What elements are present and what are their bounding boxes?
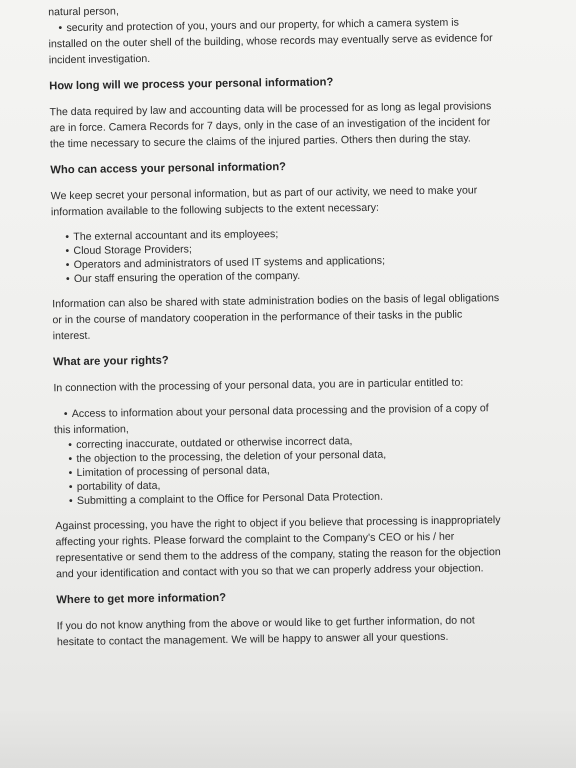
list-item-text: Operators and administrators of used IT systems and applications; [73,254,386,271]
paragraph-line: interest. [52,329,91,343]
bullet-dot: • [68,481,73,494]
list-item-text: Cloud Storage Providers; [73,243,192,257]
paragraph-line: hesitate to contact the management. We will be happy to answer all your questions. [56,630,449,649]
bullet-dot: • [63,408,68,421]
intro-block [48,0,561,68]
bullet-dot: • [65,231,70,244]
bullet-dot: • [65,245,70,258]
intro-line: security and protection of you, yours and our property, for which a camera system is [66,16,459,35]
bullet-dot: • [68,495,73,508]
section-heading: How long will we process your personal information? [49,76,334,93]
recipients-list [51,223,564,286]
paragraph-line: or in the course of mandatory cooperation in the performance of their tasks in the public [52,308,463,327]
section-heading: What are your rights? [52,354,169,369]
list-item-text: Submitting a complaint to the Office for Personal Data Protection. [76,490,384,507]
rights-list [54,431,567,508]
list-item-text: Our staff ensuring the operation of the company. [73,269,301,285]
bullet-dot: • [65,273,70,286]
section-retention [49,71,562,152]
paragraph-line: If you do not know anything from the above or would like to get further information, do not [56,614,475,633]
list-item-text: The external accountant and its employees; [73,228,279,243]
paragraph-line: information available to the following subjects to the extent necessary: [50,201,380,219]
list-item-text: Access to information about your personal data processing and the provision of a copy of [71,402,489,421]
bullet-dot: • [58,22,63,35]
paragraph-line: In connection with the processing of your personal data, you are in particular entitled to: [53,376,464,395]
section-heading: Where to get more information? [56,591,227,607]
intro-line: natural person, [48,5,119,19]
paragraph-line: and your identification and contact with you so that we can properly address your objection. [55,562,484,581]
bullet-dot: • [68,439,73,452]
list-item-text: the objection to the processing, the deletion of your personal data, [76,448,387,465]
bullet-dot: • [68,453,73,466]
paragraph-line: We keep secret your personal information, but as part of our activity, we need to make your [50,184,478,203]
section-rights [53,347,568,582]
section-more-info [56,585,569,650]
list-item-text: correcting inaccurate, outdated or otherwise incorrect data, [76,435,353,451]
paragraph-line: Information can also be shared with state administration bodies on the basis of legal obligations [52,292,500,311]
section-heading: Who can access your personal information? [50,161,287,177]
paragraph-line: The data required by law and accounting data will be processed for as long as legal provisions [49,100,492,119]
list-item-continuation: this information, [53,423,129,437]
paragraph-line: Against processing, you have the right to object if you believe that processing is inappropriately [55,514,501,533]
list-item-text: Limitation of processing of personal data, [76,464,270,479]
bullet-dot: • [68,467,73,480]
paragraph-line: the time necessary to secure the claims of the injured parties. Others then during the stay. [49,132,471,151]
bullet-dot: • [65,259,70,272]
list-item-text: portability of data, [76,479,161,493]
paragraph-line: representative or send them to the address of the company, stating the reason for the objection [55,546,501,565]
section-access [50,155,564,344]
paragraph-line: are in force. Camera Records for 7 days, only in the case of an investigation of the incident for [49,116,491,135]
intro-line: installed on the outer shell of the building, whose records may eventually serve as evidence for [48,32,493,51]
intro-line: incident investigation. [48,52,151,67]
paragraph-line: affecting your rights. Please forward the complaint to the Company's CEO or his / her [55,530,455,549]
